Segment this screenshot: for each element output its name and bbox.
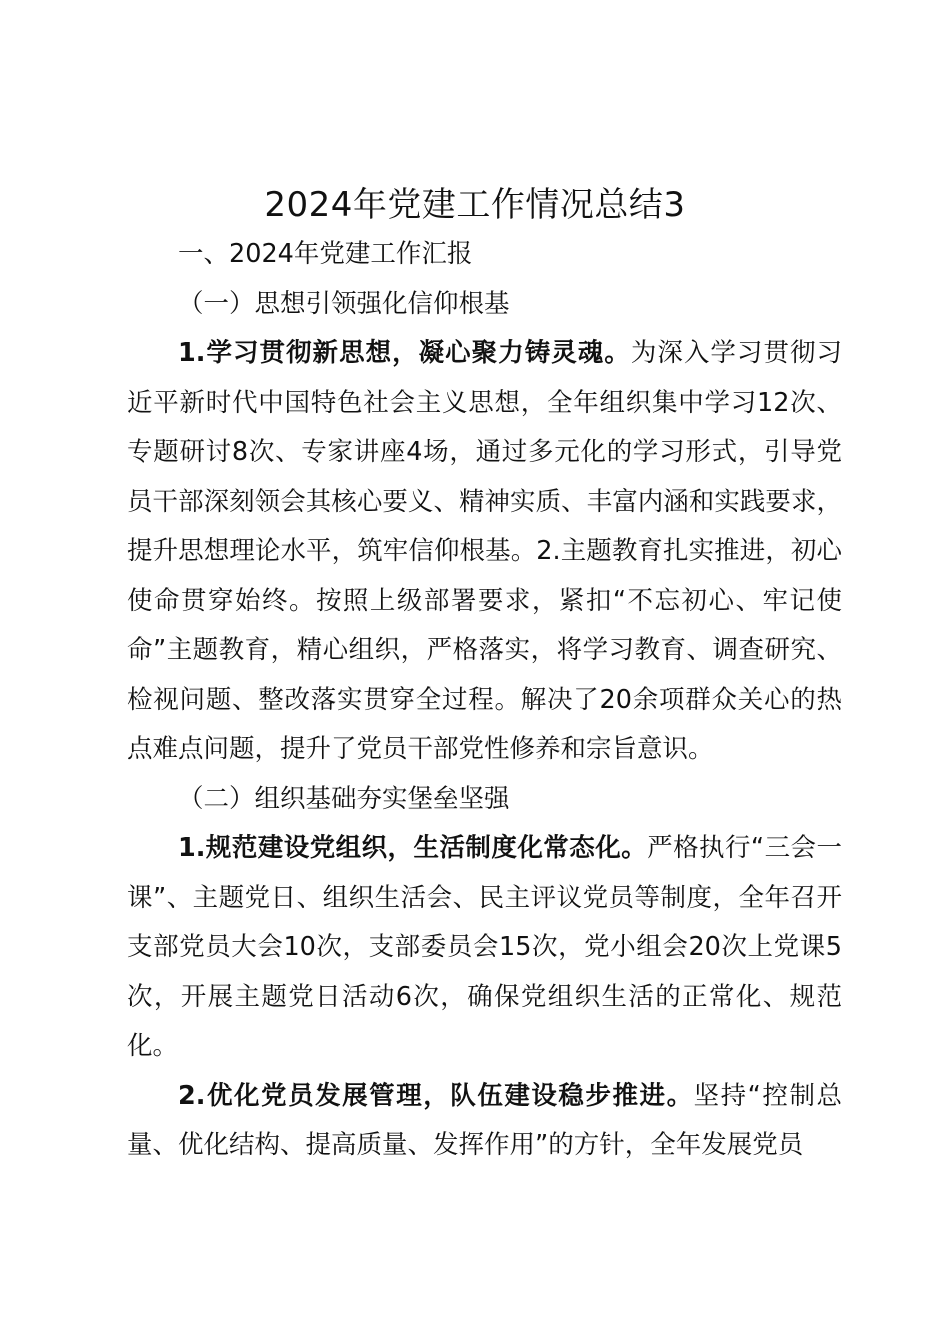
paragraph: [127, 824, 842, 1072]
paragraph: [127, 1072, 842, 1171]
paragraph-lead: 2.优化党员发展管理，队伍建设稳步推进。: [178, 1080, 694, 1111]
document-body: [127, 230, 842, 1171]
section-heading: 一、2024年党建工作汇报: [178, 239, 473, 269]
paragraph-lead: 1.规范建设党组织，生活制度化常态化。: [178, 833, 648, 863]
document-title: 2024年党建工作情况总结3: [264, 185, 686, 225]
subsection-heading: （一）思想引领强化信仰根基: [178, 288, 510, 319]
paragraph: [127, 329, 842, 775]
paragraph-text: 坚持“控制总量、优化结构、提高质量、发挥作用”的方针，全年发展党员: [127, 1080, 842, 1160]
paragraph-text: 为深入学习贯彻习近平新时代中国特色社会主义思想，全年组织集中学习12次、专题研讨8次、专家讲座4场，通过多元化的学习形式，引导党员干部深刻领会其核心要义、精神实质、丰富内涵和实践要求，提升思想理论水平，筑牢信仰根基。2.主题教育扎实推进，初心使命贯穿始终。按照上级部署要求，紧扣“不忘初心、牢记使命”主题教育，精心组织，严格落实，将学习教育、调查研究、检视问题、整改落实贯穿全过程。解决了20余项群众关心的热点难点问题，提升了党员干部党性修养和宗旨意识。: [127, 338, 842, 764]
paragraph-lead: 1.学习贯彻新思想，凝心聚力铸灵魂。: [178, 338, 631, 368]
paragraph-text: 严格执行“三会一课”、主题党日、组织生活会、民主评议党员等制度，全年召开支部党员大会10次，支部委员会15次，党小组会20次上党课5次，开展主题党日活动6次，确保党组织生活的正常化、规范化。: [127, 833, 842, 1061]
subsection-heading: （二）组织基础夯实堡垒坚强: [178, 783, 510, 814]
